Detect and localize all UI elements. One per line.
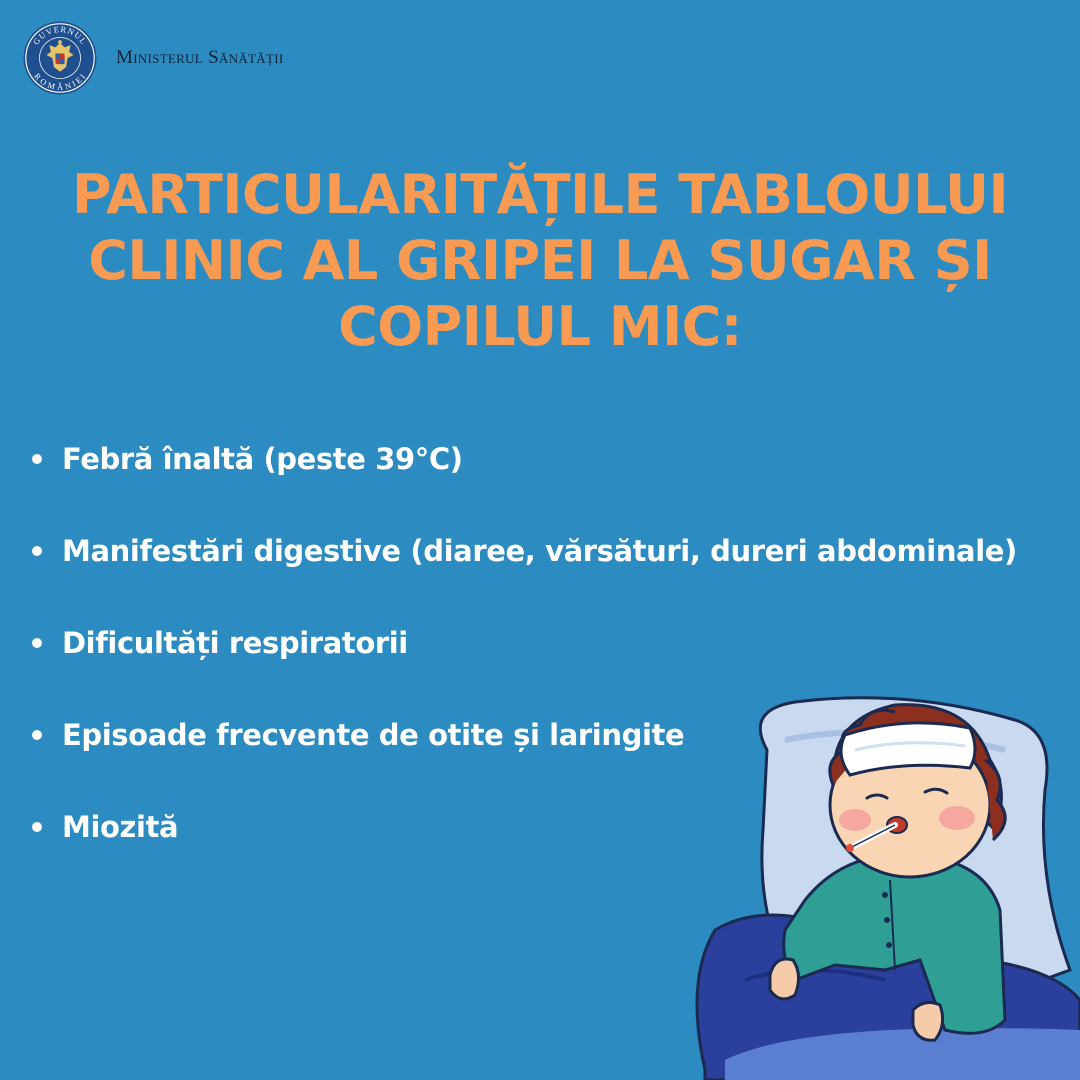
page-title bbox=[0, 162, 1080, 360]
government-seal-logo bbox=[22, 20, 98, 96]
list-item bbox=[32, 620, 1017, 666]
svg-text:GUVERNUL: GUVERNUL bbox=[31, 25, 89, 47]
bullet-icon bbox=[32, 454, 42, 464]
bullet-icon bbox=[32, 546, 42, 556]
bullet-icon bbox=[32, 638, 42, 648]
list-item-label: Manifestări digestive (diaree, vărsături, dureri abdominale) bbox=[62, 534, 1017, 568]
list-item bbox=[32, 436, 1017, 482]
sick-child-illustration bbox=[685, 680, 1080, 1080]
svg-text:ROMÂNIEI: ROMÂNIEI bbox=[32, 71, 88, 92]
header bbox=[22, 20, 283, 96]
ministry-name: Ministerul Sănătății bbox=[116, 47, 284, 68]
list-item-label: Febră înaltă (peste 39°C) bbox=[62, 442, 463, 476]
list-item-label: Miozită bbox=[62, 810, 179, 844]
bullet-icon bbox=[32, 730, 42, 740]
title-line-2: CLINIC AL GRIPEI LA SUGAR ȘI bbox=[88, 229, 992, 292]
bullet-icon bbox=[32, 822, 42, 832]
title-line-1: PARTICULARITĂȚILE TABLOULUI bbox=[71, 163, 1009, 226]
list-item-label: Dificultăți respiratorii bbox=[62, 626, 408, 660]
list-item bbox=[32, 528, 1017, 574]
list-item-label: Episoade frecvente de otite și laringite bbox=[62, 718, 685, 752]
title-line-3: COPILUL MIC: bbox=[338, 295, 742, 358]
